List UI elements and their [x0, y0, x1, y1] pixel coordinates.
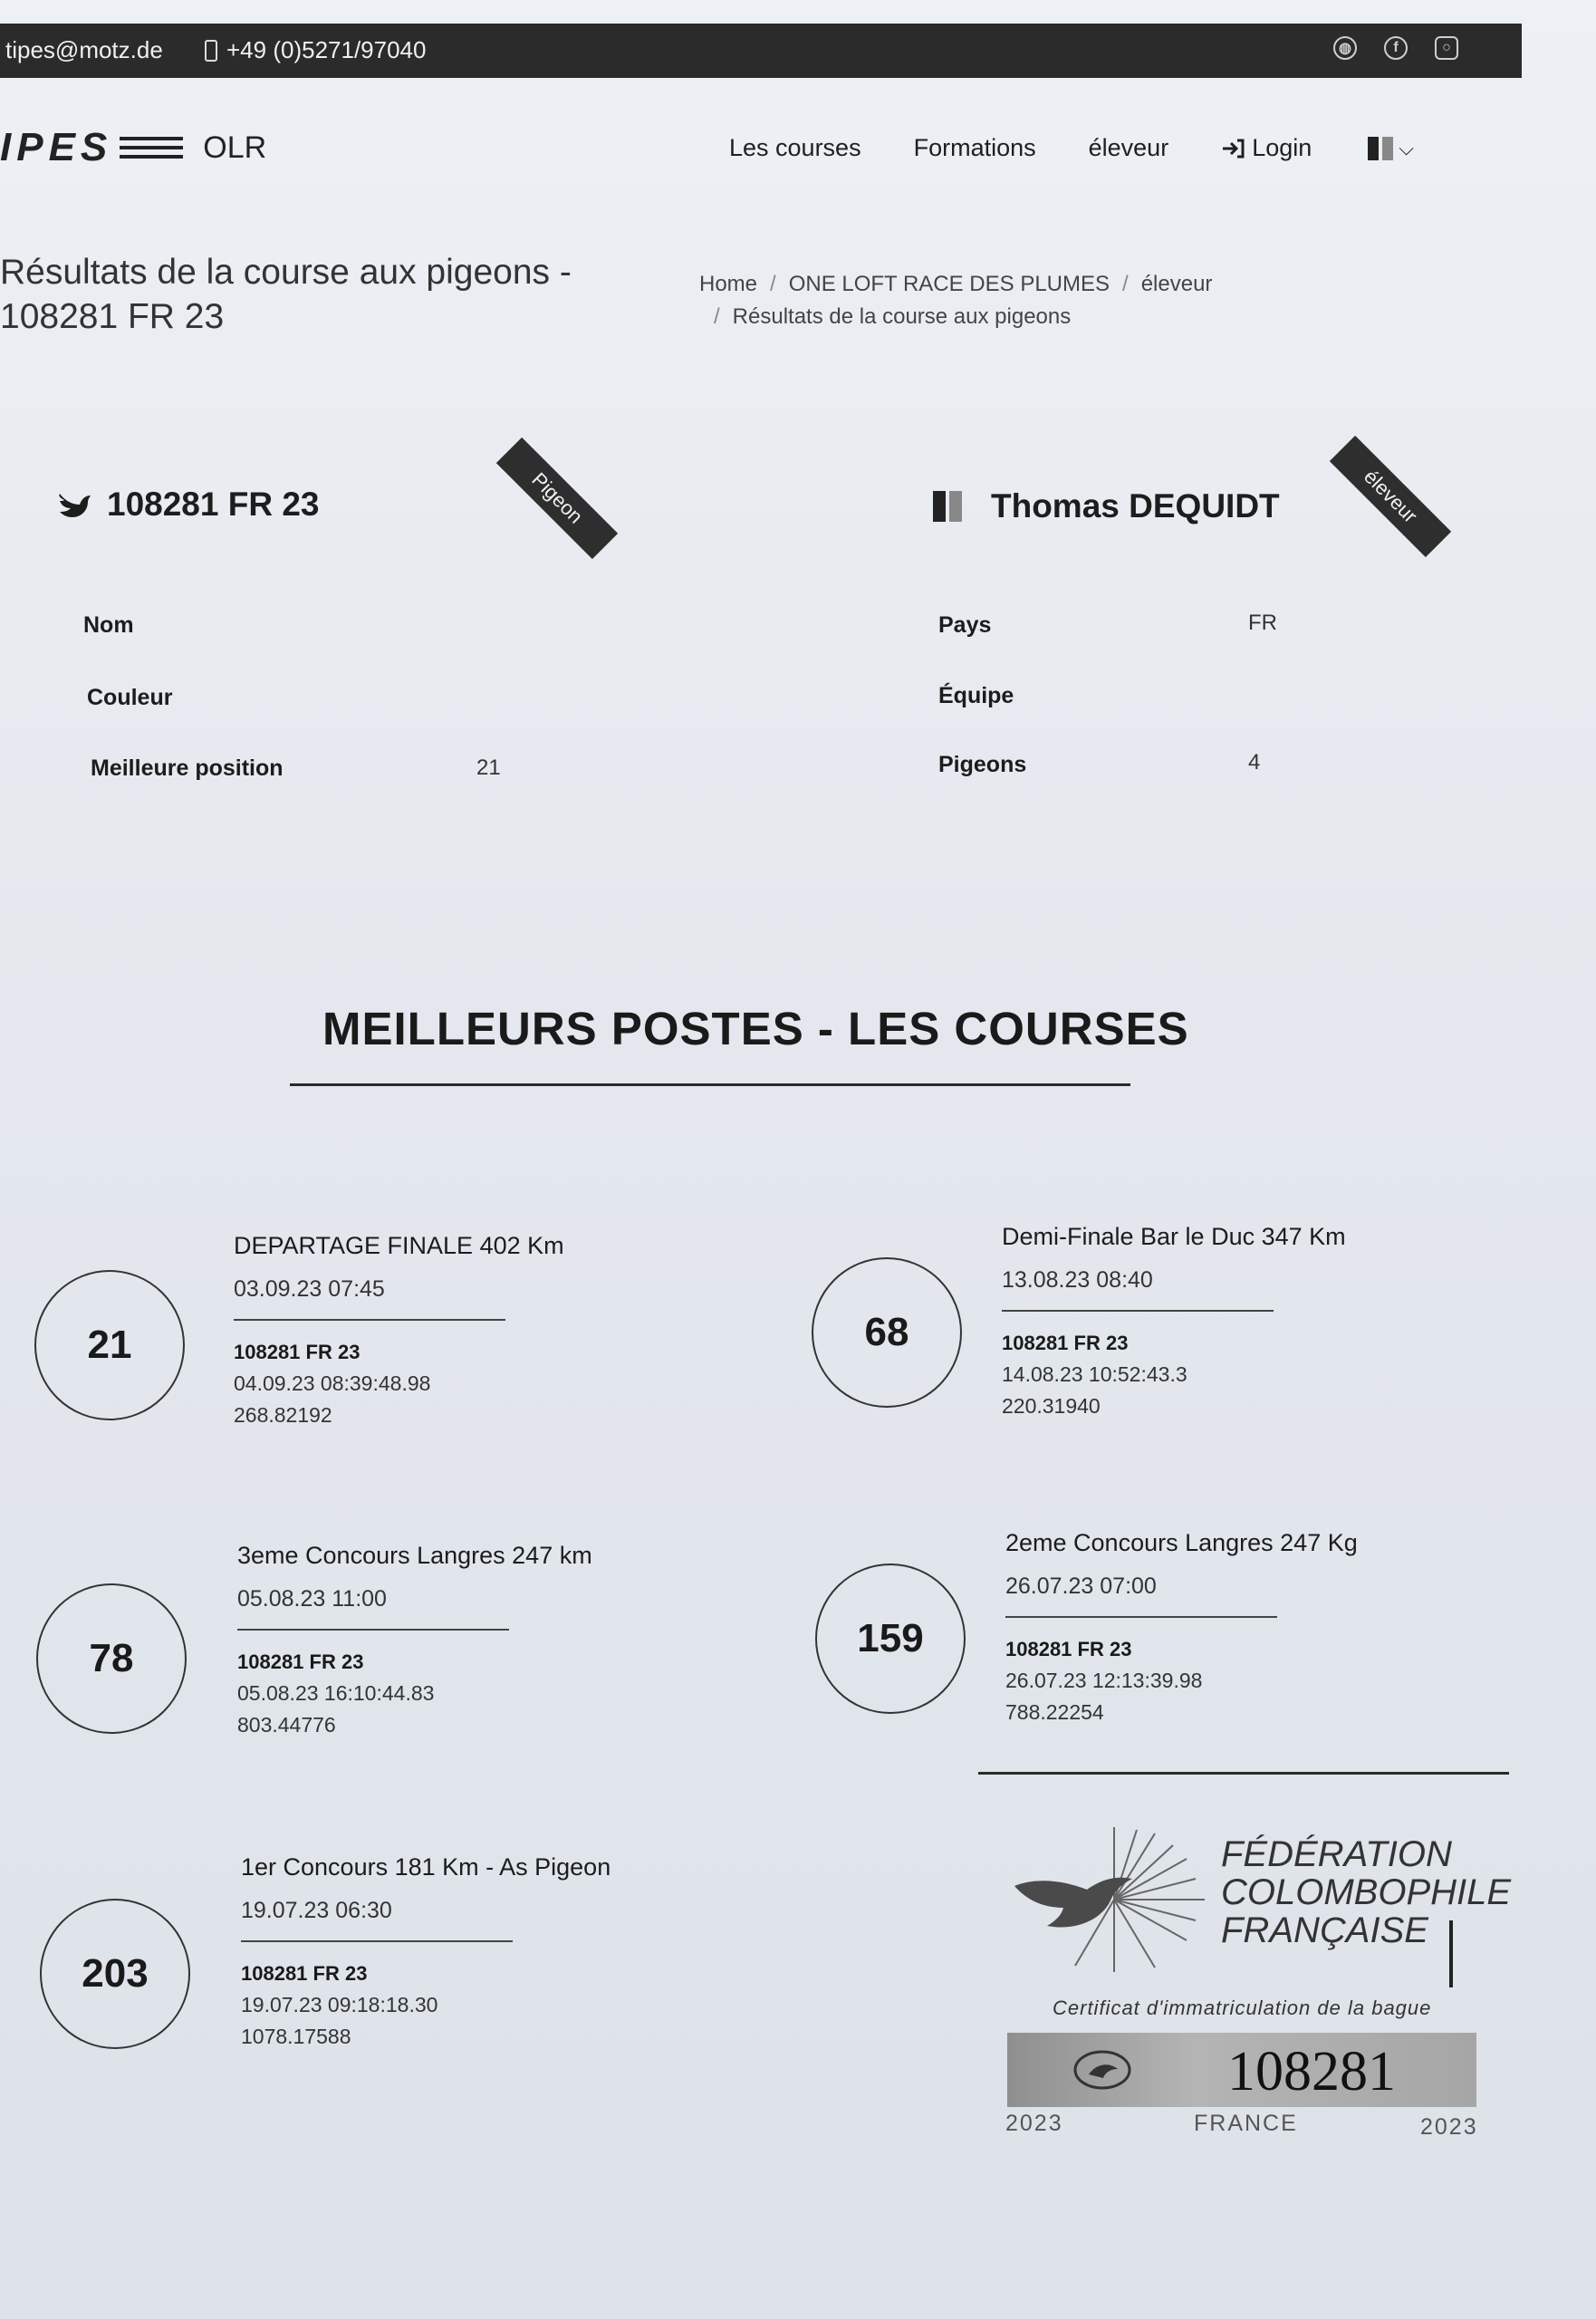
race-ring: 108281 FR 23 [1002, 1332, 1129, 1354]
facebook-icon[interactable]: f [1384, 36, 1408, 60]
main-nav [729, 134, 1414, 162]
certificate-subtitle: Certificat d'immatriculation de la bague [1053, 1997, 1432, 2019]
language-selector[interactable] [1368, 137, 1414, 160]
race-position-badge: 159 [815, 1564, 966, 1714]
federation-name [1221, 1835, 1511, 1949]
pigeon-ring-title: 108281 FR 23 [107, 486, 320, 523]
bird-icon [58, 488, 94, 521]
federation-line: FÉDÉRATION [1221, 1834, 1452, 1874]
race-divider [1005, 1616, 1277, 1618]
breeder-label-pigeons: Pigeons [938, 752, 1027, 777]
race-divider [237, 1629, 509, 1631]
phone-link[interactable] [205, 36, 426, 64]
breadcrumb-current: Résultats de la course aux pigeons [732, 304, 1072, 329]
site-logo[interactable] [0, 125, 266, 170]
email-link[interactable]: tipes@motz.de [5, 36, 163, 63]
race-arrival: 04.09.23 08:39:48.98 [234, 1371, 431, 1395]
race-speed: 788.22254 [1005, 1700, 1104, 1724]
race-date: 03.09.23 07:45 [234, 1276, 385, 1302]
race-ring: 108281 FR 23 [1005, 1638, 1132, 1660]
race-speed: 1078.17588 [241, 2025, 351, 2048]
logo-wordmark: IPES [0, 125, 113, 169]
nav-item-formations[interactable]: Formations [913, 134, 1036, 161]
login-link[interactable] [1221, 134, 1312, 162]
social-links [1333, 36, 1458, 60]
race-ring: 108281 FR 23 [241, 1962, 368, 1985]
race-ring: 108281 FR 23 [234, 1341, 361, 1363]
page-title: Résultats de la course aux pigeons - 108281 FR 23 [0, 253, 572, 336]
certificate-mark [1449, 1920, 1453, 1987]
federation-logo-icon [1010, 1823, 1218, 1981]
race-arrival: 26.07.23 12:13:39.98 [1005, 1669, 1203, 1692]
breeder-card-title [933, 487, 1280, 525]
breeder-label-equipe: Équipe [938, 683, 1014, 708]
flag-icon [1368, 137, 1393, 160]
globe-icon[interactable]: ◍ [1333, 36, 1357, 60]
race-arrival: 14.08.23 10:52:43.3 [1002, 1362, 1187, 1386]
race-divider [241, 1940, 513, 1942]
race-arrival: 05.08.23 16:10:44.83 [237, 1681, 435, 1705]
race-name: Demi-Finale Bar le Duc 347 Km [1002, 1223, 1346, 1250]
breeder-value-pigeons: 4 [1248, 750, 1261, 775]
instagram-icon[interactable]: ○ [1435, 36, 1458, 60]
certificate-divider [978, 1772, 1509, 1775]
race-position-badge: 21 [34, 1270, 185, 1420]
breeder-label-pays: Pays [938, 612, 992, 638]
certificate-year-left: 2023 [1005, 2111, 1063, 2136]
chevron-down-icon: ⌵ [1399, 136, 1414, 159]
breadcrumb: Home / ONE LOFT RACE DES PLUMES / éleveur / Résultats de la course aux pigeons [699, 272, 1213, 329]
race-speed: 220.31940 [1002, 1394, 1101, 1418]
race-result [1002, 1223, 1473, 1419]
federation-line: COLOMBOPHILE [1221, 1872, 1512, 1912]
nav-item-eleveur[interactable]: éleveur [1088, 134, 1169, 161]
login-icon [1221, 138, 1246, 159]
pigeon-label-couleur: Couleur [87, 685, 173, 710]
pigeon-ribbon: Pigeon [496, 438, 618, 559]
pigeon-card-title [58, 486, 320, 524]
breadcrumb-eleveur[interactable]: éleveur [1140, 272, 1213, 296]
ring-emblem-icon [1071, 2047, 1134, 2093]
race-divider [234, 1319, 505, 1321]
race-name: 3eme Concours Langres 247 km [237, 1542, 592, 1569]
race-position-badge: 68 [812, 1257, 962, 1408]
race-date: 19.07.23 06:30 [241, 1898, 392, 1923]
section-divider [290, 1083, 1130, 1086]
race-result [237, 1542, 708, 1737]
breeder-flag-icon [933, 491, 962, 522]
race-date: 26.07.23 07:00 [1005, 1573, 1157, 1599]
race-arrival: 19.07.23 09:18:18.30 [241, 1993, 438, 2016]
race-position-badge: 78 [36, 1583, 187, 1734]
section-title: MEILLEURS POSTES - LES COURSES [322, 1003, 1189, 1054]
logo-stripes [120, 137, 183, 159]
phone-number: +49 (0)5271/97040 [226, 36, 427, 63]
race-speed: 803.44776 [237, 1713, 336, 1737]
race-position-badge: 203 [40, 1899, 190, 2049]
race-name: DEPARTAGE FINALE 402 Km [234, 1232, 564, 1259]
pigeon-label-best-position: Meilleure position [91, 755, 284, 781]
certificate-number: 108281 [1227, 2041, 1396, 2102]
race-date: 05.08.23 11:00 [237, 1586, 387, 1612]
pigeon-value-best-position: 21 [476, 755, 501, 780]
race-result [241, 1853, 712, 2049]
race-name: 2eme Concours Langres 247 Kg [1005, 1529, 1358, 1556]
race-result [1005, 1529, 1476, 1725]
phone-icon [205, 40, 217, 62]
race-name: 1er Concours 181 Km - As Pigeon [241, 1853, 611, 1881]
breadcrumb-race[interactable]: ONE LOFT RACE DES PLUMES [788, 272, 1110, 296]
race-divider [1002, 1310, 1274, 1312]
top-bar [0, 24, 1522, 78]
pigeon-label-nom: Nom [83, 612, 134, 638]
breeder-ribbon: éleveur [1330, 436, 1451, 557]
race-result [234, 1232, 705, 1428]
nav-item-courses[interactable]: Les courses [729, 134, 861, 161]
breeder-value-pays: FR [1248, 611, 1277, 635]
federation-line: FRANÇAISE [1221, 1910, 1428, 1950]
certificate-country: FRANCE [1194, 2111, 1298, 2136]
certificate-year-right: 2023 [1420, 2114, 1478, 2140]
race-speed: 268.82192 [234, 1403, 332, 1427]
breeder-name: Thomas DEQUIDT [991, 487, 1280, 524]
breadcrumb-home[interactable]: Home [699, 272, 758, 296]
race-ring: 108281 FR 23 [237, 1650, 364, 1673]
race-date: 13.08.23 08:40 [1002, 1267, 1153, 1293]
login-label: Login [1252, 134, 1312, 161]
logo-suffix: OLR [203, 130, 267, 165]
